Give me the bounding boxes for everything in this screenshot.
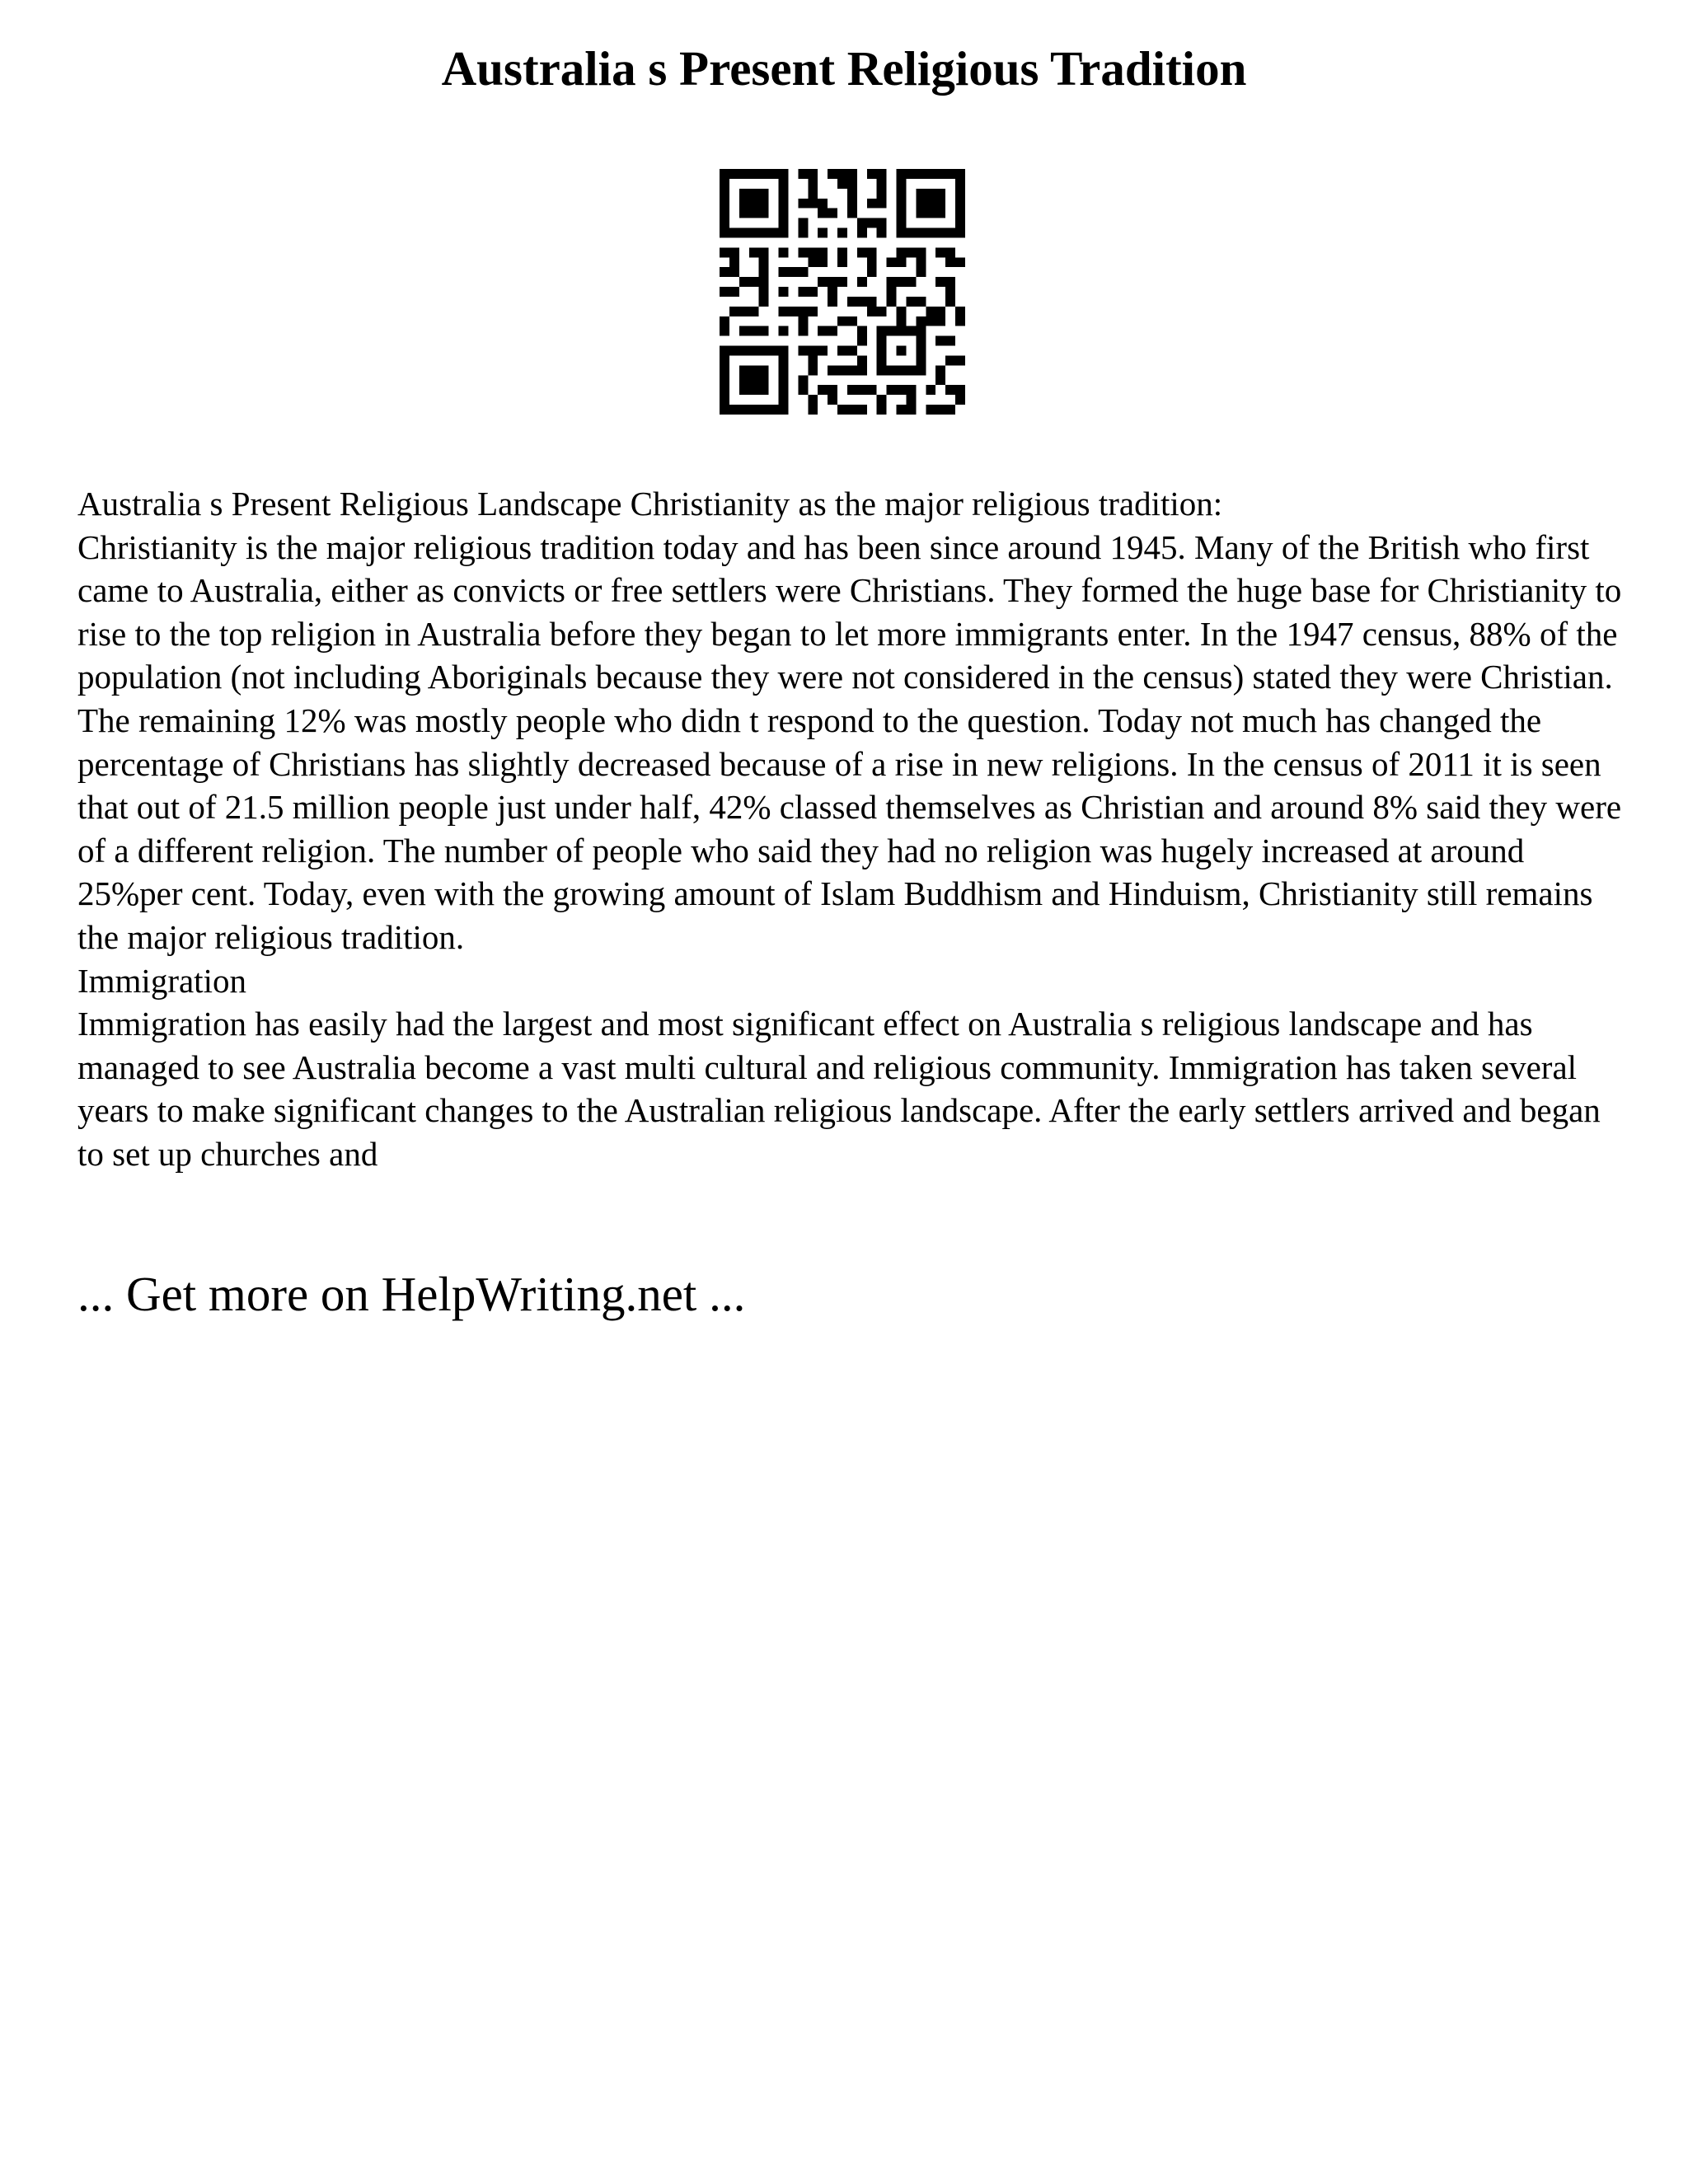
body-paragraph: Christianity is the major religious tradition today and has been since around 1945. Many of the British who first came to Australia, either as convicts or free settlers were Christians. They formed the huge base for Christianity to rise to the top religion in Australia before they began to let more immigrants enter. In the 1947 census, 88% of the population (not including Aboriginals because they were not considered in the census) stated they were Christian. The remaining 12% was mostly people who didn t respond to the question. Today not much has changed the percentage of Christians has slightly decreased because of a rise in new religions. In the census of 2011 it is seen that out of 21.5 million people just under half, 42% classed themselves as Christian and around 8% said they were of a different religion. The number of people who said they had no religion was hugely increased at around 25%per cent. Today, even with the growing amount of Islam Buddhism and Hinduism, Christianity still remains the major religious tradition.	[77, 527, 1622, 956]
section-heading: Immigration	[77, 961, 246, 1000]
document-body	[77, 482, 1627, 1176]
body-paragraph: Immigration has easily had the largest and most significant effect on Australia s religious landscape and has managed to see Australia become a vast multi cultural and religious community. Immigration has taken several years to make significant changes to the Australian religious landscape. After the early settlers arrived and began to set up churches and	[77, 1005, 1601, 1173]
qr-code-icon	[720, 169, 965, 415]
section-heading: Australia s Present Religious Landscape Christianity as the major religious tradition:	[77, 485, 1223, 523]
get-more-link[interactable]: ... Get more on HelpWriting.net ...	[77, 1267, 746, 1321]
page-title: Australia s Present Religious Tradition	[441, 41, 1247, 96]
